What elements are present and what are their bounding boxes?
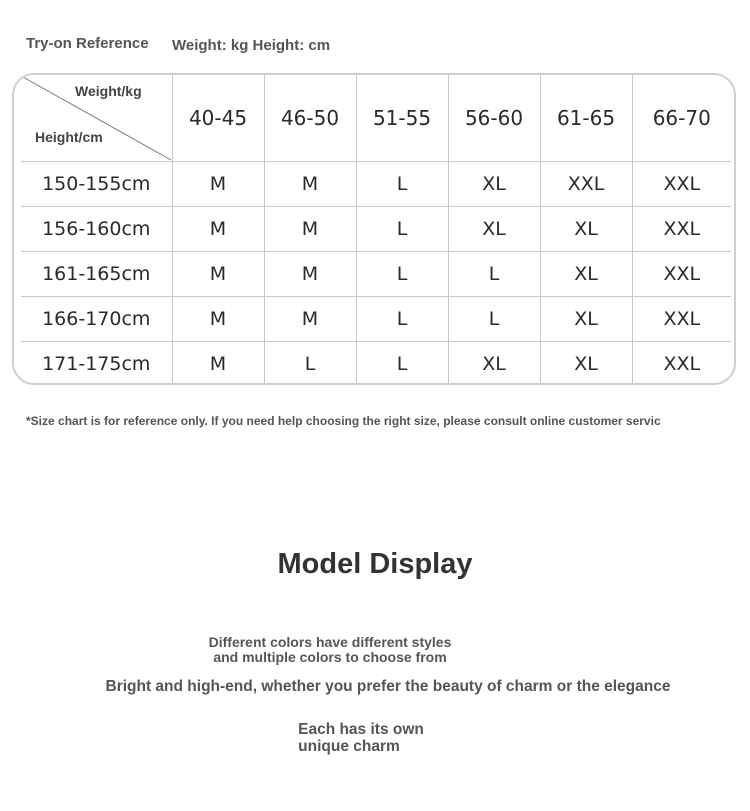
size-cell: XL: [540, 297, 632, 342]
size-cell: L: [356, 162, 448, 207]
table-header-row: [21, 75, 731, 162]
table-row: [21, 297, 731, 342]
size-cell: L: [356, 207, 448, 252]
size-cell: M: [172, 297, 264, 342]
size-cell: XXL: [632, 252, 731, 297]
size-cell: M: [264, 297, 356, 342]
size-cell: M: [172, 252, 264, 297]
size-cell: L: [356, 252, 448, 297]
description-line: and multiple colors to choose from: [213, 649, 447, 665]
height-row-header: 171-175cm: [21, 342, 172, 386]
size-cell: M: [172, 207, 264, 252]
size-cell: M: [264, 162, 356, 207]
size-cell: M: [172, 342, 264, 386]
size-cell: L: [356, 297, 448, 342]
weight-column-header: 40-45: [172, 75, 264, 162]
description-line: Different colors have different styles: [208, 634, 452, 650]
table-row: [21, 252, 731, 297]
size-chart-table: [12, 73, 736, 385]
weight-axis-label: Weight/kg: [75, 83, 142, 99]
weight-column-header: 56-60: [448, 75, 540, 162]
reference-units: Weight: kg Height: cm: [172, 37, 331, 54]
height-row-header: 156-160cm: [21, 207, 172, 252]
size-cell: XL: [540, 342, 632, 386]
weight-column-header: 51-55: [356, 75, 448, 162]
table-corner-cell: [21, 75, 172, 162]
size-cell: M: [172, 162, 264, 207]
description-line: Bright and high-end, whether you prefer the beauty of charm or the elegance: [105, 678, 671, 695]
size-cell: M: [264, 252, 356, 297]
size-cell: XL: [448, 342, 540, 386]
size-cell: XXL: [632, 342, 731, 386]
size-cell: L: [448, 252, 540, 297]
size-cell: XXL: [632, 162, 731, 207]
table-row: [21, 162, 731, 207]
size-cell: XXL: [632, 297, 731, 342]
table-row: [21, 342, 731, 386]
reference-title: Try-on Reference: [26, 35, 149, 52]
model-display-title: Model Display: [277, 548, 473, 580]
size-cell: L: [448, 297, 540, 342]
size-cell: L: [356, 342, 448, 386]
height-row-header: 150-155cm: [21, 162, 172, 207]
description-line: unique charm: [298, 738, 400, 755]
weight-column-header: 61-65: [540, 75, 632, 162]
size-cell: XL: [448, 162, 540, 207]
height-row-header: 166-170cm: [21, 297, 172, 342]
table-row: [21, 207, 731, 252]
size-cell: XXL: [540, 162, 632, 207]
size-cell: XL: [540, 252, 632, 297]
weight-column-header: 46-50: [264, 75, 356, 162]
size-cell: XL: [540, 207, 632, 252]
description-line: Each has its own: [298, 721, 424, 738]
size-chart-disclaimer: *Size chart is for reference only. If you need help choosing the right size, please consult online customer servic: [26, 414, 661, 428]
height-row-header: 161-165cm: [21, 252, 172, 297]
size-cell: M: [264, 207, 356, 252]
size-cell: L: [264, 342, 356, 386]
height-axis-label: Height/cm: [35, 129, 103, 145]
size-cell: XL: [448, 207, 540, 252]
size-cell: XXL: [632, 207, 731, 252]
weight-column-header: 66-70: [632, 75, 731, 162]
